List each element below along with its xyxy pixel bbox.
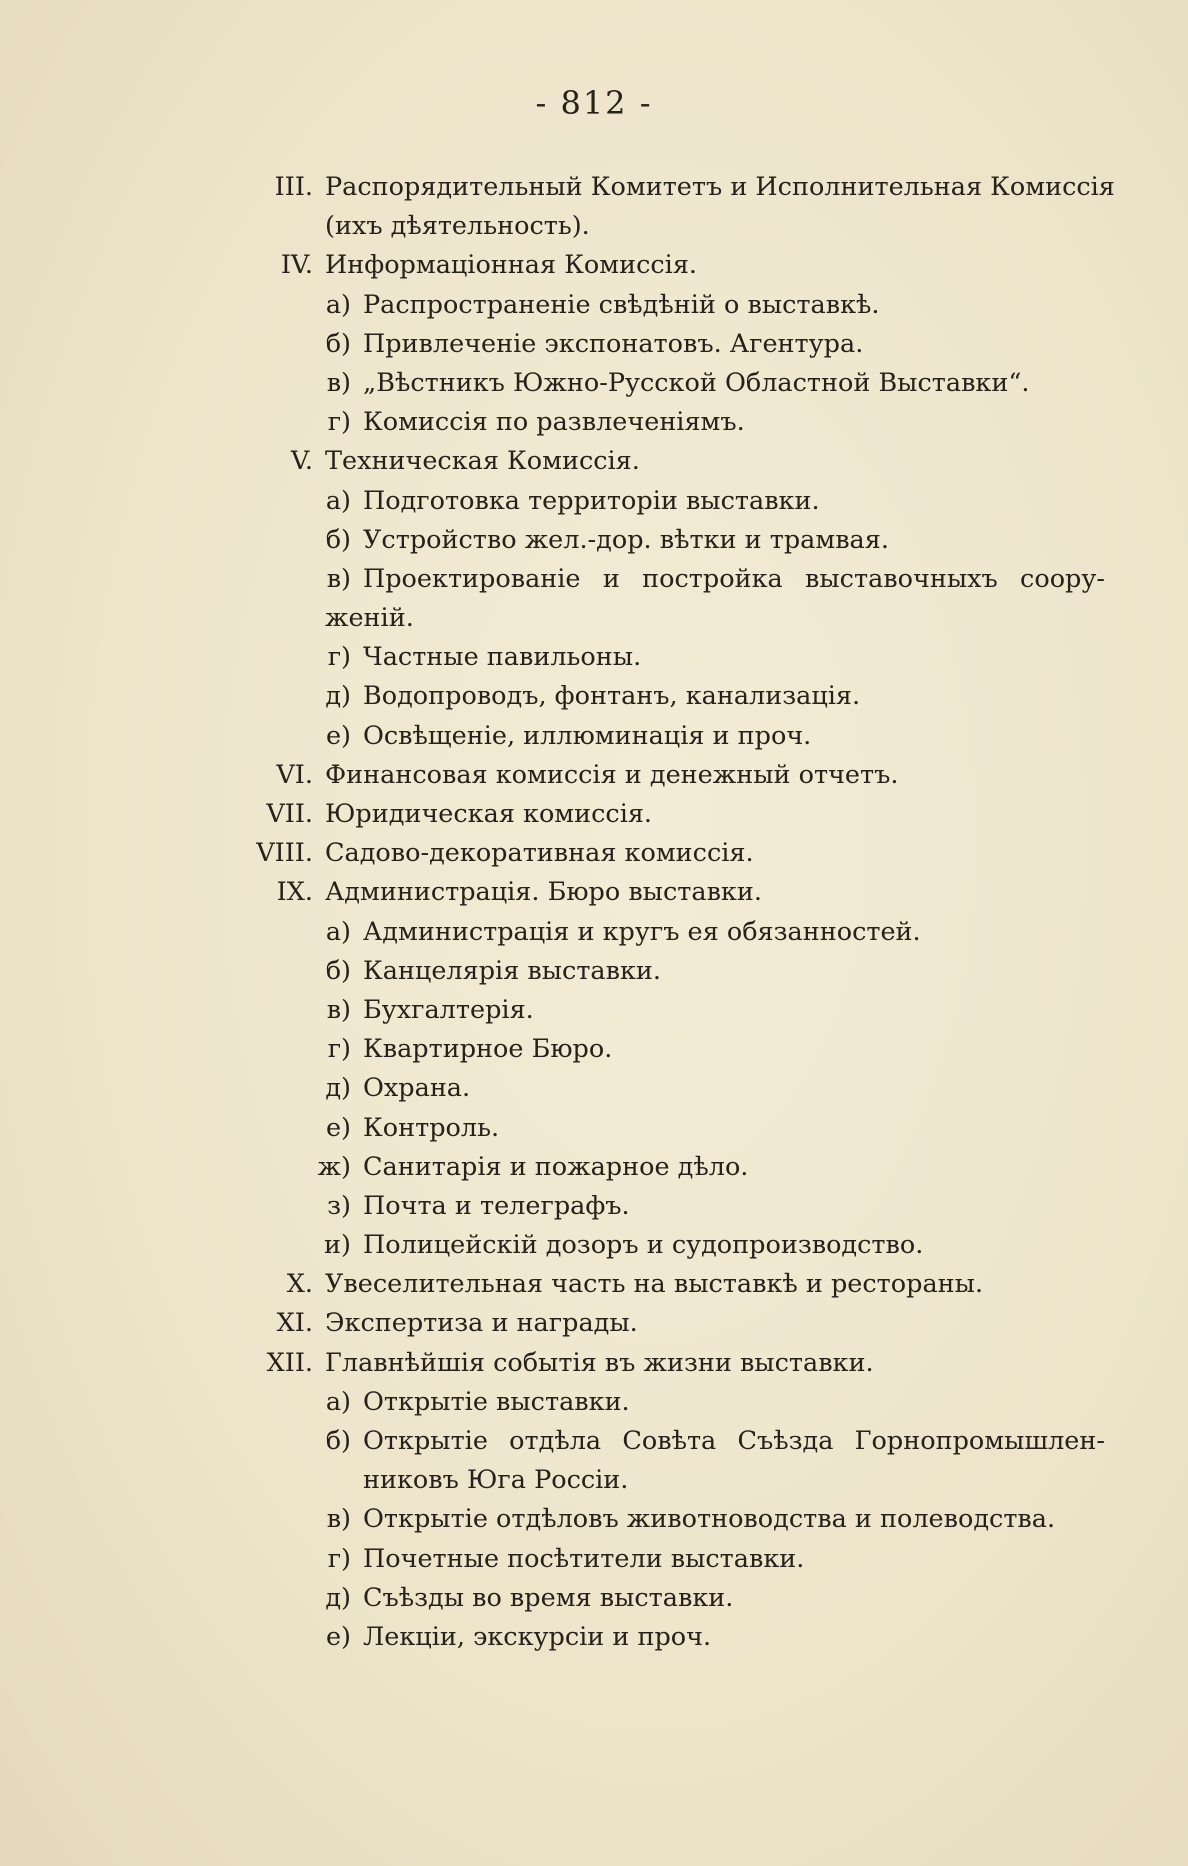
subsection-letter: д): [325, 1582, 351, 1613]
subsection-letter: в): [326, 367, 351, 398]
subsection-letter: в): [326, 1504, 351, 1535]
subsection-row: [0, 1069, 1188, 1108]
subsection-letter: е): [325, 1112, 351, 1143]
section-title: Юридическая комиссія.: [325, 799, 653, 829]
section-number: V.: [290, 446, 313, 477]
subsection-row: [0, 1383, 1188, 1422]
subsection-title: Открытіе выставки.: [363, 1386, 630, 1417]
subsection-row: [0, 1148, 1188, 1187]
subsection-letter: е): [325, 1621, 351, 1652]
subsection-title: Полицейскій дозоръ и судопроизводство.: [363, 1230, 924, 1261]
continuation-row: [0, 1461, 1188, 1500]
subsection-letter: ж): [317, 1151, 351, 1182]
subsection-letter: г): [327, 407, 351, 438]
section-row: [0, 834, 1188, 873]
subsection-row: [0, 482, 1188, 521]
subsection-title: Открытіе отдѣловъ животноводства и полеводства.: [363, 1504, 1056, 1535]
section-title: Экспертиза и награды.: [325, 1308, 638, 1339]
subsection-title: Освѣщеніе, иллюминація и проч.: [363, 720, 812, 751]
section-number: IV.: [280, 250, 313, 281]
section-title: Главнѣйшія событія въ жизни выставки.: [325, 1347, 874, 1378]
subsection-row: [0, 1422, 1188, 1461]
subsection-title: Частные павильоны.: [363, 642, 642, 673]
subsection-title: Квартирное Бюро.: [363, 1034, 613, 1065]
subsection-letter: а): [325, 485, 351, 516]
continuation-row: [0, 207, 1188, 246]
subsection-row: [0, 1109, 1188, 1148]
subsection-row: [0, 991, 1188, 1030]
subsection-title: Устройство жел.-дор. вѣтки и трамвая.: [363, 524, 889, 555]
subsection-row: [0, 1030, 1188, 1069]
subsection-letter: в): [326, 994, 351, 1025]
subsection-letter: д): [325, 681, 351, 712]
subsection-row: [0, 286, 1188, 325]
section-title: Техническая Комиссія.: [325, 446, 640, 477]
section-number: XII.: [266, 1347, 313, 1378]
subsection-letter: а): [325, 289, 351, 320]
subsection-row: [0, 364, 1188, 403]
subsection-letter: б): [325, 524, 351, 555]
subsection-title: Администрація и кругъ ея обязанностей.: [363, 916, 921, 947]
section-row: [0, 1265, 1188, 1304]
subsection-row: [0, 560, 1188, 599]
section-row: [0, 795, 1188, 834]
section-number: VI.: [276, 759, 313, 790]
section-row: [0, 442, 1188, 481]
continuation-text: никовъ Юга Россіи.: [363, 1465, 629, 1496]
continuation-row: [0, 599, 1188, 638]
subsection-title: Съѣзды во время выставки.: [363, 1582, 734, 1613]
section-row: [0, 168, 1188, 207]
subsection-letter: а): [325, 916, 351, 947]
subsection-row: [0, 913, 1188, 952]
subsection-title: Почта и телеграфъ.: [363, 1190, 630, 1221]
subsection-letter: з): [327, 1190, 351, 1221]
section-title: Администрація. Бюро выставки.: [325, 877, 762, 908]
subsection-letter: б): [325, 1426, 351, 1456]
section-row: [0, 1344, 1188, 1383]
subsection-title: Распространеніе свѣдѣній о выставкѣ.: [363, 289, 880, 320]
subsection-title: Подготовка территоріи выставки.: [363, 485, 820, 516]
subsection-row: [0, 638, 1188, 677]
section-number: IX.: [276, 877, 313, 908]
subsection-row: [0, 1579, 1188, 1618]
section-row: [0, 246, 1188, 285]
subsection-row: [0, 521, 1188, 560]
subsection-title: Лекціи, экскурсіи и проч.: [363, 1621, 712, 1652]
subsection-row: [0, 1226, 1188, 1265]
subsection-title: Охрана.: [363, 1073, 471, 1104]
section-title: Информаціонная Комиссія.: [325, 250, 698, 281]
subsection-title: Комиссія по развлеченіямъ.: [363, 407, 745, 438]
subsection-title: Бухгалтерія.: [363, 994, 534, 1025]
subsection-row: [0, 717, 1188, 756]
subsection-letter: в): [326, 563, 351, 594]
subsection-letter: и): [324, 1230, 351, 1261]
subsection-letter: д): [325, 1073, 351, 1104]
subsection-row: [0, 1187, 1188, 1226]
subsection-row: [0, 1618, 1188, 1657]
section-row: [0, 756, 1188, 795]
section-number: VIII.: [256, 838, 313, 869]
subsection-row: [0, 325, 1188, 364]
section-title: Распорядительный Комитетъ и Исполнительная Комиссія: [325, 172, 1115, 202]
subsection-row: [0, 952, 1188, 991]
continuation-text: (ихъ дѣятельность).: [325, 211, 590, 242]
continuation-text: женій.: [325, 603, 414, 634]
section-row: [0, 873, 1188, 912]
subsection-letter: г): [327, 1034, 351, 1065]
subsection-row: [0, 403, 1188, 442]
subsection-title: Канцелярія выставки.: [363, 955, 662, 986]
subsection-letter: б): [325, 328, 351, 359]
subsection-title: Почетные посѣтители выставки.: [363, 1543, 805, 1574]
subsection-title: Открытіе отдѣла Совѣта Съѣзда Горнопромышлен-: [363, 1426, 1105, 1456]
subsection-title: Проектированіе и постройка выставочныхъ соору-: [363, 563, 1105, 594]
subsection-letter: г): [327, 1543, 351, 1574]
subsection-letter: б): [325, 955, 351, 986]
section-number: X.: [286, 1269, 313, 1300]
subsection-letter: е): [325, 720, 351, 751]
section-title: Садово-декоративная комиссія.: [325, 838, 754, 869]
section-number: III.: [274, 172, 313, 202]
section-number: VII.: [266, 799, 313, 829]
section-number: XI.: [276, 1308, 313, 1339]
section-title: Увеселительная часть на выставкѣ и рестораны.: [325, 1269, 984, 1300]
contents-list: [0, 168, 1188, 1657]
subsection-title: Привлеченіе экспонатовъ. Агентура.: [363, 328, 864, 359]
subsection-title: „Вѣстникъ Южно-Русской Областной Выставки“.: [363, 367, 1030, 398]
subsection-title: Контроль.: [363, 1112, 500, 1143]
subsection-title: Санитарія и пожарное дѣло.: [363, 1151, 749, 1182]
subsection-row: [0, 677, 1188, 716]
section-row: [0, 1304, 1188, 1343]
section-title: Финансовая комиссія и денежный отчетъ.: [325, 759, 899, 790]
subsection-row: [0, 1540, 1188, 1579]
subsection-row: [0, 1500, 1188, 1539]
subsection-title: Водопроводъ, фонтанъ, канализація.: [363, 681, 861, 712]
subsection-letter: а): [325, 1386, 351, 1417]
page-number: - 812 -: [535, 84, 653, 122]
subsection-letter: г): [327, 642, 351, 673]
